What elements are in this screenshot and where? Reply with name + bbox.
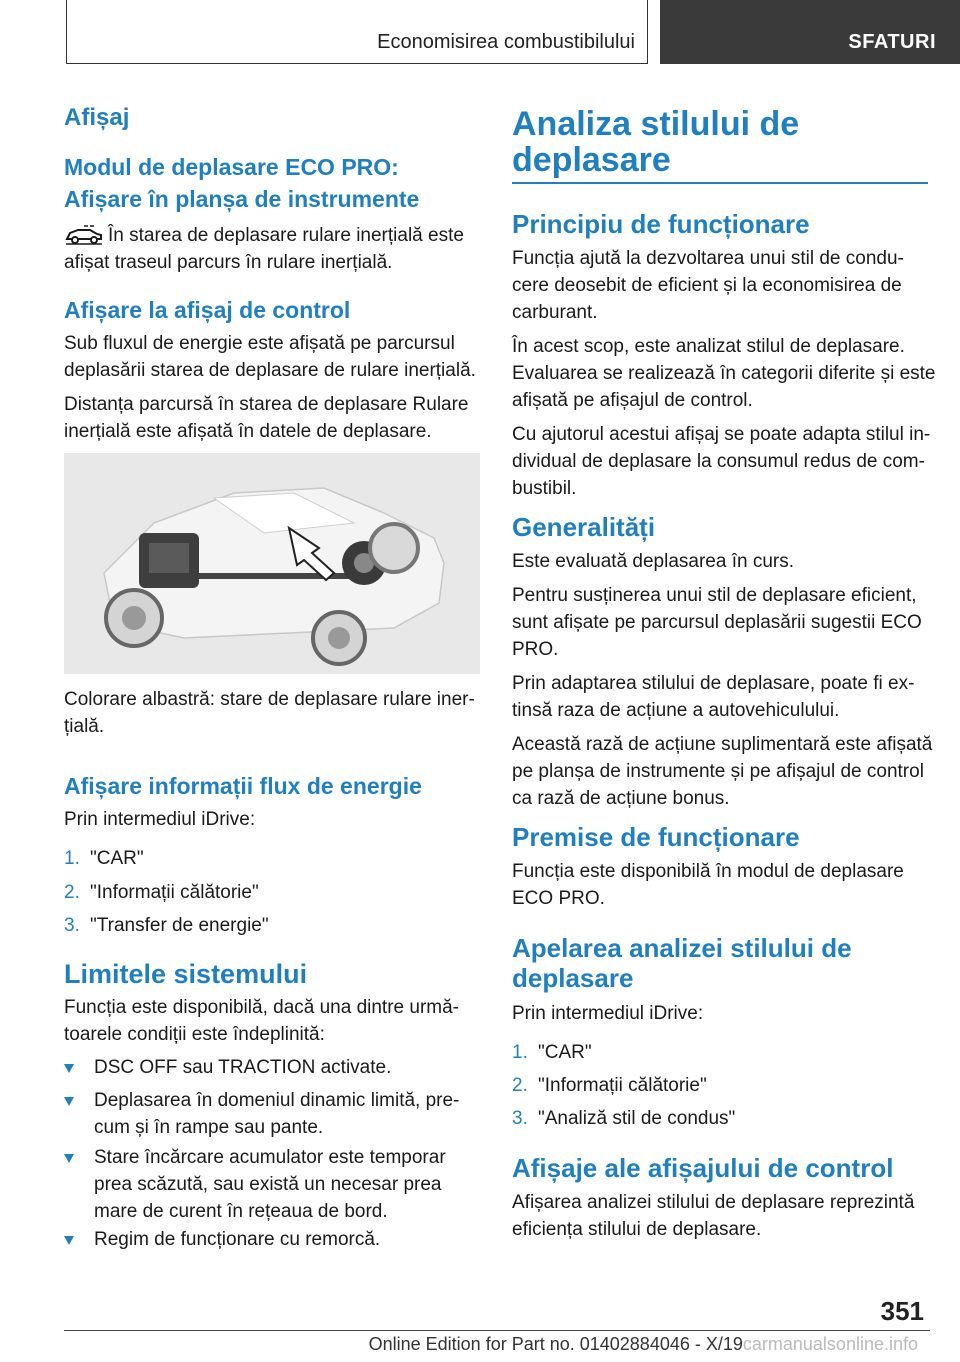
bullet-item — [64, 1226, 482, 1253]
energy-flow-intro: Prin intermediul iDrive: — [64, 809, 256, 830]
displays-text: eficiența stilului de deplasare. — [512, 1219, 762, 1240]
heading-control-display: Afișare la afișaj de control — [64, 297, 351, 323]
heading-call-analysis-2: deplasare — [512, 963, 634, 993]
list-text: "Transfer de energie" — [90, 915, 269, 936]
general-text: Pentru susținerea unui stil de deplasare eficient, — [512, 585, 917, 606]
heading-eco-pro-2: Afișare în planșa de instrumente — [64, 186, 420, 212]
list-number: 3. — [64, 915, 80, 936]
principle-text: În acest scop, este analizat stilul de deplasare. — [512, 336, 905, 357]
list-number: 3. — [512, 1108, 528, 1129]
control-text: inerțială este afișată în datele de deplasare. — [64, 421, 432, 442]
list-text: "Informații călătorie" — [538, 1075, 707, 1096]
eco-text-line-1: În starea de deplasare rulare inerțială este — [108, 225, 464, 246]
general-text: sunt afișate pe parcursul deplasării sugestii ECO — [512, 612, 922, 633]
heading-prerequisites: Premise de funcționare — [512, 822, 800, 852]
limits-intro: Funcția este disponibilă, dacă una dintre urmă‐ — [64, 997, 460, 1018]
list-number: 2. — [512, 1075, 528, 1096]
eco-text-line-2: afișat traseul parcurs în rulare inerțială. — [64, 252, 393, 273]
heading-call-analysis-1: Apelarea analizei stilului de — [512, 933, 852, 963]
bullet-item — [64, 1054, 482, 1081]
list-text: "CAR" — [90, 848, 144, 869]
general-text: pe planșa de instrumente și pe afișajul de control — [512, 761, 924, 782]
general-text: Prin adaptarea stilului de deplasare, poate fi ex‐ — [512, 673, 915, 694]
bullet-text: Deplasarea în domeniul dinamic limită, pre‐ — [94, 1090, 460, 1111]
triangle-bullet-icon — [64, 1154, 74, 1163]
bullet-item — [64, 1087, 482, 1141]
principle-text: Funcția ajută la dezvoltarea unui stil de condu‐ — [512, 248, 904, 269]
principle-text: carburant. — [512, 302, 598, 323]
list-number: 1. — [512, 1042, 528, 1063]
principle-text: afișată pe afișajul de control. — [512, 390, 753, 411]
general-text: Această rază de acțiune suplimentară este afișată — [512, 734, 933, 755]
limits-intro: toarele condiții este îndeplinită: — [64, 1024, 325, 1045]
heading-control-displays: Afișaje ale afișajului de control — [512, 1153, 894, 1183]
triangle-bullet-icon — [64, 1097, 74, 1106]
general-text: PRO. — [512, 639, 559, 660]
edition-text: Online Edition for Part no. 01402884046 - X/19 — [368, 1334, 743, 1354]
principle-text: Cu ajutorul acestui afișaj se poate adapta stilul in‐ — [512, 424, 931, 445]
heading-energy-flow: Afișare informații flux de energie — [64, 773, 422, 799]
watermark[interactable]: carmanualsonline.info — [742, 1334, 918, 1354]
bullet-text: Stare încărcare acumulator este temporar — [94, 1147, 446, 1168]
list-number: 2. — [64, 882, 80, 903]
bullet-text: Regim de funcționare cu remorcă. — [94, 1229, 381, 1250]
call-intro: Prin intermediul iDrive: — [512, 1003, 704, 1024]
heading-afisaj: Afișaj — [64, 104, 130, 131]
car-coasting-icon — [64, 224, 104, 246]
heading-eco-pro-1: Modul de deplasare ECO PRO: — [64, 154, 399, 180]
list-item — [64, 879, 259, 906]
list-text: "Analiză stil de condus" — [538, 1108, 736, 1129]
principle-text: bustibil. — [512, 478, 577, 499]
list-item — [64, 912, 269, 939]
bullet-text: cum și în rampe sau pante. — [94, 1117, 324, 1138]
general-text: Este evaluată deplasarea în curs. — [512, 551, 795, 572]
triangle-bullet-icon — [64, 1064, 74, 1073]
title-rule — [512, 182, 928, 184]
list-text: "CAR" — [538, 1042, 592, 1063]
principle-text: dividual de deplasare la consumul redus de com‐ — [512, 451, 925, 472]
prerequisites-text: ECO PRO. — [512, 888, 605, 909]
bullet-text: DSC OFF sau TRACTION activate. — [94, 1057, 392, 1078]
list-item — [512, 1039, 592, 1066]
control-text: Sub fluxul de energie este afișată pe parcursul — [64, 333, 455, 354]
list-item — [64, 845, 144, 872]
footer-edition — [0, 1334, 918, 1355]
prerequisites-text: Funcția este disponibilă în modul de deplasare — [512, 861, 904, 882]
caption-line-2: țială. — [64, 716, 105, 737]
principle-text: cere deosebit de eficient și la economisirea de — [512, 275, 902, 296]
heading-principle: Principiu de funcționare — [512, 209, 810, 239]
header-tab: SFATURI — [660, 0, 960, 64]
main-title-line-1: Analiza stilului de — [512, 105, 800, 143]
list-number: 1. — [64, 848, 80, 869]
general-text: tinsă raza de acțiune a autovehiculului. — [512, 700, 840, 721]
control-text: Distanța parcursă în starea de deplasare Rulare — [64, 394, 469, 415]
list-text: "Informații călătorie" — [90, 882, 259, 903]
displays-text: Afișarea analizei stilului de deplasare reprezintă — [512, 1192, 915, 1213]
control-text: deplasării starea de deplasare de rulare inerțială. — [64, 360, 476, 381]
bullet-item — [64, 1144, 482, 1225]
header-section-title: Economisirea combustibilului — [66, 0, 648, 64]
general-text: ca rază de acțiune bonus. — [512, 788, 730, 809]
footer-rule — [64, 1330, 930, 1331]
heading-system-limits: Limitele sistemului — [64, 959, 308, 989]
main-title-line-2: deplasare — [512, 141, 671, 179]
list-item — [512, 1072, 707, 1099]
bullet-text: mare de curent în rețeaua de bord. — [94, 1201, 388, 1222]
car-drivetrain-illustration — [64, 453, 480, 674]
heading-general: Generalități — [512, 512, 656, 542]
principle-text: Evaluarea se realizează în categorii diferite și este — [512, 363, 936, 384]
caption-line-1: Colorare albastră: stare de deplasare rulare iner‐ — [64, 689, 475, 710]
page-number: 351 — [880, 1296, 924, 1326]
list-item — [512, 1105, 735, 1132]
triangle-bullet-icon — [64, 1236, 74, 1245]
bullet-text: prea scăzută, sau există un necesar prea — [94, 1174, 442, 1195]
